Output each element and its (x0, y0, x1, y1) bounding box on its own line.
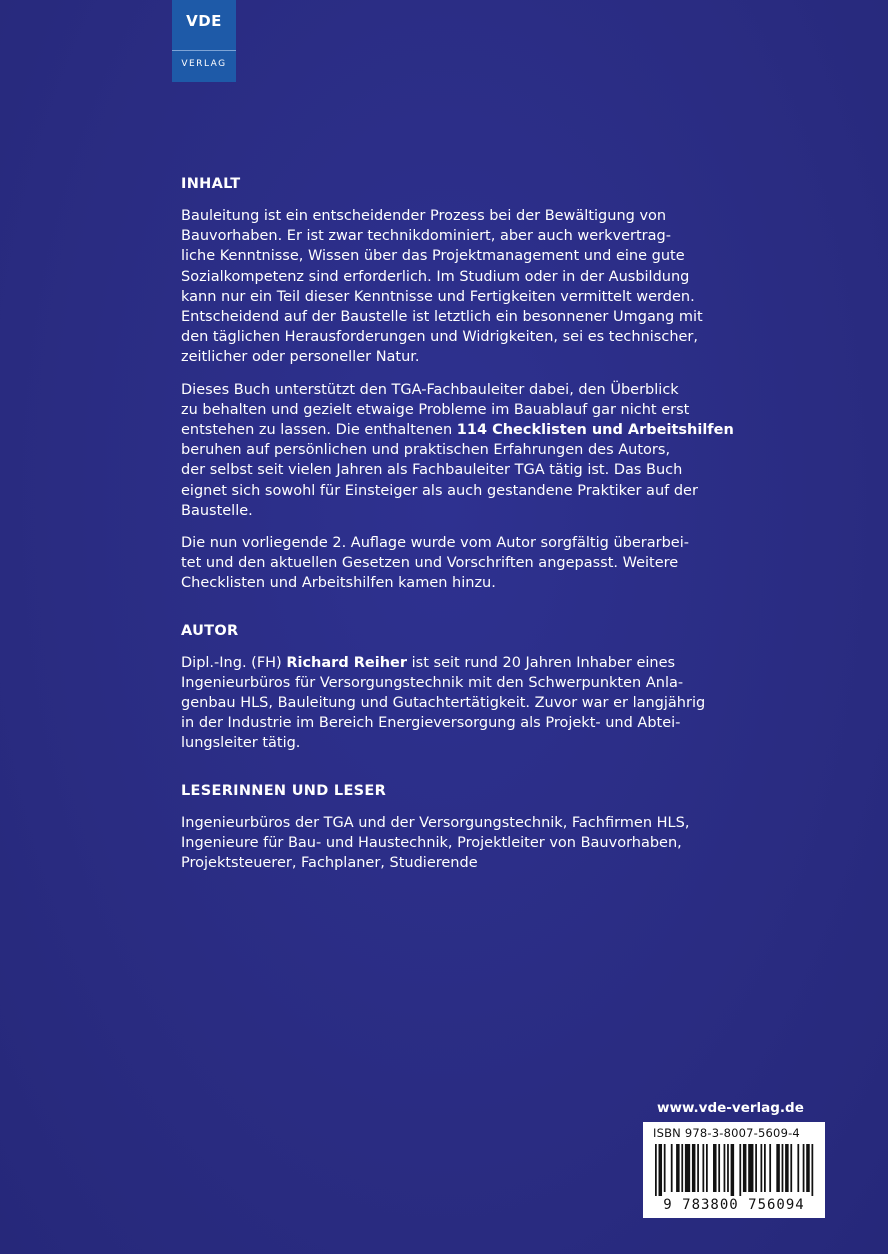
barcode-bar (685, 1144, 690, 1192)
barcode-bar (776, 1144, 780, 1192)
main-text (181, 174, 741, 900)
barcode-bar (659, 1144, 663, 1196)
heading-autor: AUTOR (181, 622, 239, 639)
autor-p-start: Dipl.-Ing. (FH) (181, 654, 287, 671)
barcode-box (643, 1122, 825, 1218)
barcode-bar (769, 1144, 771, 1192)
barcode-bar (671, 1144, 673, 1192)
barcode-bar (806, 1144, 810, 1192)
logo-brand: VDE (186, 12, 222, 30)
inhalt-p2-start: Dieses Buch unterstützt den TGA-Fachbauleiter dabei, den Überblick zu behalten und gezielt etwaige Probleme im Bauablauf gar nicht erst entstehen zu lassen. Die enthaltenen (181, 381, 690, 439)
barcode-bar (803, 1144, 805, 1192)
section-leser (181, 781, 741, 874)
barcode-bar (692, 1144, 696, 1192)
leser-paragraph: Ingenieurbüros der TGA und der Versorgungstechnik, Fachfirmen HLS, Ingenieure für Bau- und Haustechnik, Projektleiter von Bauvorhaben, Projektsteuerer, Fachplaner, Studierende (181, 814, 690, 872)
inhalt-p2-end: beruhen auf persönlichen und praktischen Erfahrungen des Autors, der selbst seit vielen Jahren als Fachbauleiter TGA tätig ist. Das Buch eignet sich sowohl für Einsteiger als auch gestandene Praktiker auf der Baustelle. (181, 442, 698, 519)
barcode-bar (727, 1144, 729, 1192)
vde-logo (172, 0, 236, 82)
barcode-bar (743, 1144, 747, 1192)
barcode-bar (755, 1144, 757, 1192)
section-autor (181, 621, 741, 754)
barcode-bar (681, 1144, 683, 1192)
barcode-bar (731, 1144, 735, 1196)
section-inhalt (181, 174, 741, 594)
website-url[interactable]: www.vde-verlag.de (657, 1100, 804, 1116)
barcode-bar (676, 1144, 680, 1192)
barcode-bar (790, 1144, 792, 1192)
logo-divider (172, 50, 236, 51)
inhalt-paragraph-2 (181, 380, 741, 521)
barcode-bar (664, 1144, 666, 1192)
barcode-bar (764, 1144, 766, 1192)
barcode-bar (697, 1144, 699, 1192)
autor-paragraph (181, 653, 741, 754)
inhalt-paragraph-1: Bauleitung ist ein entscheidender Prozess bei der Bewältigung von Bauvorhaben. Er ist zwar technikdominiert, aber auch werkvertrag- liche Kenntnisse, Wissen über das Projektmanagement und eine gute Sozialkompetenz sind erforderlich. Im Studium oder in der Ausbildung kann nur ein Teil dieser Kenntnisse und Fertigkeiten vermittelt werden. Entscheidend auf der Baustelle ist letztlich ein besonnener Umgang mit den täglichen Herausforderungen und Widrigkeiten, sei es technischer, zeitlicher oder personeller Natur. (181, 208, 703, 366)
barcode-bar (718, 1144, 720, 1192)
barcode-bar (724, 1144, 726, 1192)
barcode-bar (702, 1144, 704, 1192)
inhalt-p2-highlight: 114 Checklisten und Arbeitshilfen (456, 422, 734, 439)
barcode-bar (797, 1144, 799, 1192)
barcode-bars (653, 1144, 817, 1196)
barcode-bar (811, 1144, 813, 1196)
heading-leser: LESERINNEN UND LESER (181, 782, 387, 799)
inhalt-paragraph-3: Die nun vorliegende 2. Auflage wurde vom Autor sorgfältig überarbei- tet und den aktuellen Gesetzen und Vorschriften angepasst. Weitere Checklisten und Arbeitshilfen kamen hinzu. (181, 535, 689, 592)
barcode-bar (739, 1144, 741, 1196)
barcode-bar (706, 1144, 708, 1192)
heading-inhalt: INHALT (181, 176, 241, 192)
autor-name: Richard Reiher (286, 654, 408, 671)
logo-subtitle: VERLAG (181, 59, 227, 69)
barcode-bar (782, 1144, 784, 1192)
barcode-bar (785, 1144, 789, 1192)
isbn-text: ISBN 978-3-8007-5609-4 (653, 1126, 800, 1140)
barcode-bar (760, 1144, 762, 1192)
autor-p-end: ist seit rund 20 Jahren Inhaber eines Ingenieurbüros für Versorgungstechnik mit den Schwerpunkten Anla- genbau HLS, Bauleitung und Gutachtertätigkeit. Zuvor war er langjährig in der Industrie im Bereich Energieversorgung als Projekt- und Abtei- lungsleiter tätig. (181, 654, 706, 752)
barcode-bar (748, 1144, 753, 1192)
barcode-bar (713, 1144, 717, 1192)
barcode-bar (655, 1144, 657, 1196)
ean-number: 9 783800 756094 (663, 1197, 805, 1213)
